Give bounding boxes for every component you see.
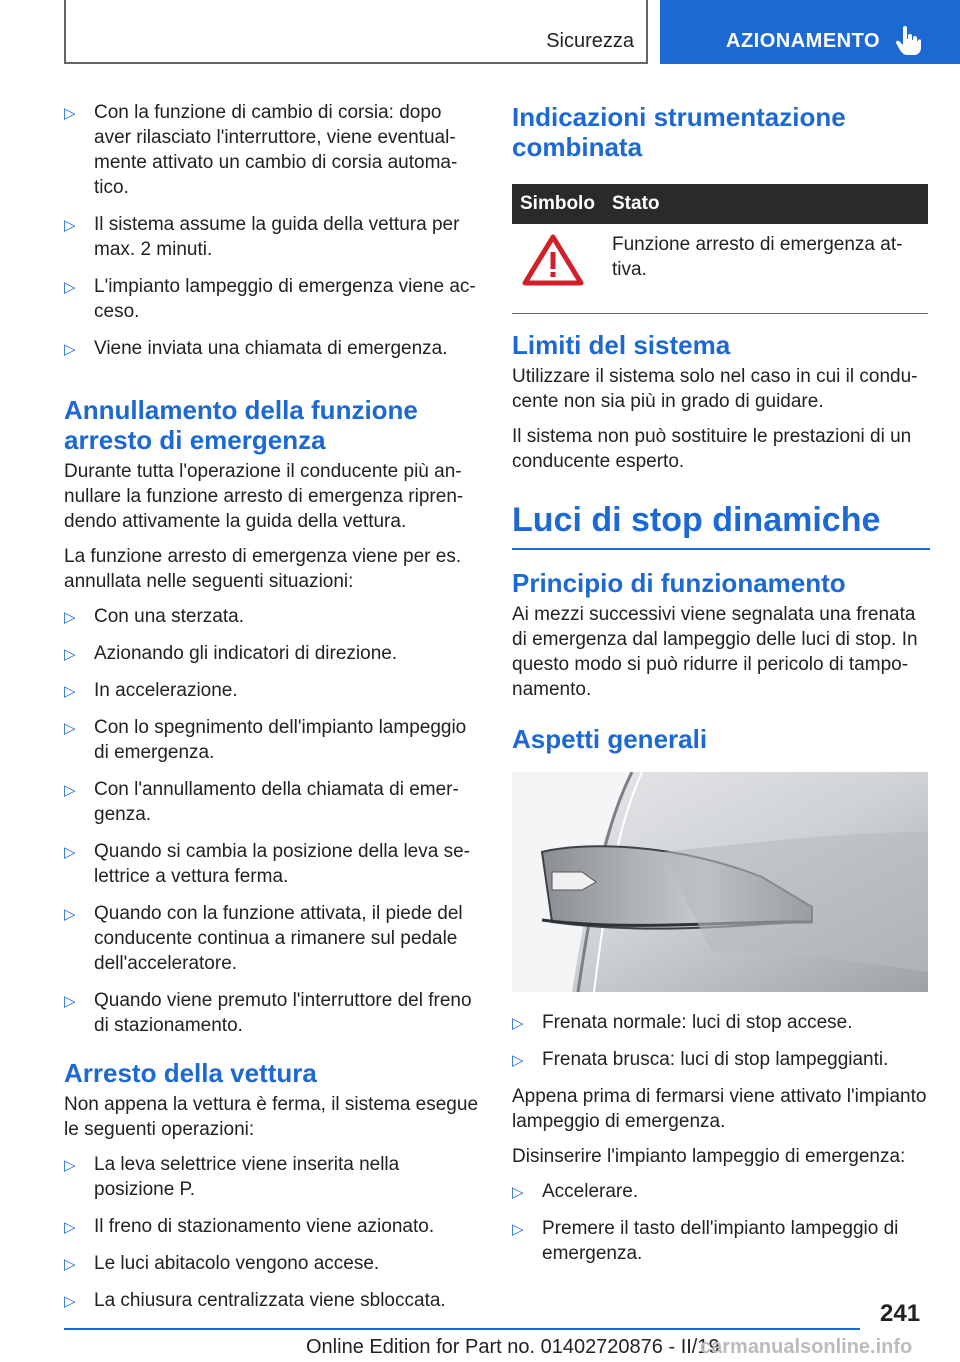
bullet-list-braking (512, 1010, 930, 1072)
edition-text: Online Edition for Part no. 01402720876 - II/19 (306, 1336, 720, 1358)
bullet-list-cancel (64, 604, 482, 1038)
symbol-table (512, 184, 928, 314)
bullet-list-activation (64, 100, 482, 361)
bullet-triangle-icon: ▷ (64, 782, 76, 799)
section-title: Sicurezza (546, 30, 634, 52)
table-cell-state: Funzione arresto di emergenza attiva. (604, 224, 928, 314)
list-item: ▷ Quando si cambia la posizione della leva selettrice a vettura ferma. (64, 841, 470, 887)
header-section-box (64, 0, 648, 64)
heading-principio: Principio di funzionamento (512, 568, 846, 598)
paragraph: Appena prima di fermarsi viene attivato l'impianto lampeggio di emergenza. (512, 1086, 927, 1132)
bullet-triangle-icon: ▷ (512, 1015, 524, 1032)
list-item: ▷ Quando con la funzione attivata, il piede del conducente continua a rimanere sul pedale dell'acceleratore. (64, 903, 463, 974)
list-item: ▷ La leva selettrice viene inserita nella posizione P. (64, 1154, 400, 1200)
column-header-symbol: Simbolo (512, 184, 604, 224)
bullet-triangle-icon: ▷ (64, 279, 76, 296)
page-number: 241 (880, 1300, 921, 1327)
footer-divider (64, 1328, 860, 1330)
list-item: ▷ Con lo spegnimento dell'impianto lampeggio di emergenza. (64, 717, 467, 763)
list-item: ▷ Azionando gli indicatori di direzione. (64, 641, 482, 666)
list-item: ▷ Con la funzione di cambio di corsia: dopo aver rilasciato l'interruttore, viene eventualmente attivato un cambio di corsia automatico. (64, 102, 458, 198)
bullet-triangle-icon: ▷ (512, 1184, 524, 1201)
list-item: ▷ Quando viene premuto l'interruttore del freno di stazionamento. (64, 990, 472, 1036)
chapter-tab[interactable] (660, 0, 960, 64)
bullet-list-disable (512, 1179, 930, 1266)
hand-pointer-icon (894, 26, 922, 56)
bullet-triangle-icon: ▷ (512, 1052, 524, 1069)
bullet-triangle-icon: ▷ (64, 105, 76, 122)
list-item: ▷ Premere il tasto dell'impianto lampeggio di emergenza. (512, 1218, 899, 1264)
car-tail-light-image (512, 772, 928, 992)
bullet-triangle-icon: ▷ (64, 217, 76, 234)
bullet-triangle-icon: ▷ (64, 1157, 76, 1174)
chapter-heading-luci: Luci di stop dinamiche (512, 500, 930, 550)
heading-indicazioni: Indicazioni strumentazione combinata (512, 102, 846, 162)
list-item: ▷ Con una sterzata. (64, 604, 482, 629)
list-item: ▷ Frenata brusca: luci di stop lampeggianti. (512, 1047, 930, 1072)
bullet-triangle-icon: ▷ (64, 683, 76, 700)
list-item: ▷ Con l'annullamento della chiamata di emergenza. (64, 779, 459, 825)
bullet-triangle-icon: ▷ (64, 720, 76, 737)
bullet-triangle-icon: ▷ (64, 646, 76, 663)
paragraph: La funzione arresto di emergenza viene per es. annullata nelle seguenti situazioni: (64, 546, 462, 592)
heading-limiti: Limiti del sistema (512, 330, 731, 360)
watermark-text: carmanualsonline.info (700, 1336, 913, 1358)
bullet-triangle-icon: ▷ (64, 844, 76, 861)
list-item: ▷ Viene inviata una chiamata di emergenza. (64, 336, 482, 361)
bullet-triangle-icon: ▷ (64, 609, 76, 626)
list-item: ▷ Le luci abitacolo vengono accese. (64, 1251, 482, 1276)
bullet-triangle-icon: ▷ (64, 1219, 76, 1236)
heading-aspetti: Aspetti generali (512, 724, 708, 754)
list-item: ▷ La chiusura centralizzata viene sbloccata. (64, 1288, 482, 1313)
table-cell-symbol (512, 224, 604, 314)
bullet-triangle-icon: ▷ (64, 1293, 76, 1310)
table-row (512, 224, 928, 314)
list-item: ▷ Il freno di stazionamento viene azionato. (64, 1214, 482, 1239)
column-header-state: Stato (604, 184, 928, 224)
paragraph: Durante tutta l'operazione il conducente più annullare la funzione arresto di emergenza riprendendo attivamente la guida della vettura. (64, 461, 464, 532)
paragraph: Il sistema non può sostituire le prestazioni di un conducente esperto. (512, 426, 912, 472)
left-column (64, 100, 482, 1325)
list-item: ▷ Il sistema assume la guida della vettura per max. 2 minuti. (64, 214, 460, 260)
bullet-triangle-icon: ▷ (64, 906, 76, 923)
table-header-row (512, 184, 928, 224)
paragraph: Utilizzare il sistema solo nel caso in cui il conducente non sia più in grado di guidare. (512, 366, 918, 412)
heading-arresto: Arresto della vettura (64, 1058, 317, 1088)
bullet-triangle-icon: ▷ (64, 993, 76, 1010)
list-item: ▷ L'impianto lampeggio di emergenza viene acceso. (64, 276, 476, 322)
bullet-triangle-icon: ▷ (512, 1221, 524, 1238)
chapter-title: AZIONAMENTO (726, 30, 881, 52)
right-column (512, 100, 930, 1278)
bullet-triangle-icon: ▷ (64, 341, 76, 358)
paragraph: Disinserire l'impianto lampeggio di emergenza: (512, 1146, 906, 1167)
heading-annullamento: Annullamento della funzione arresto di emergenza (64, 395, 418, 455)
warning-triangle-icon (520, 232, 586, 288)
bullet-triangle-icon: ▷ (64, 1256, 76, 1273)
paragraph: Ai mezzi successivi viene segnalata una frenata di emergenza dal lampeggio delle luci di stop. In questo modo si può ridurre il pericolo di tamponamento. (512, 604, 918, 700)
paragraph: Non appena la vettura è ferma, il sistema esegue le seguenti operazioni: (64, 1094, 479, 1140)
list-item: ▷ Accelerare. (512, 1179, 930, 1204)
bullet-list-stop (64, 1152, 482, 1313)
list-item: ▷ In accelerazione. (64, 678, 482, 703)
list-item: ▷ Frenata normale: luci di stop accese. (512, 1010, 930, 1035)
